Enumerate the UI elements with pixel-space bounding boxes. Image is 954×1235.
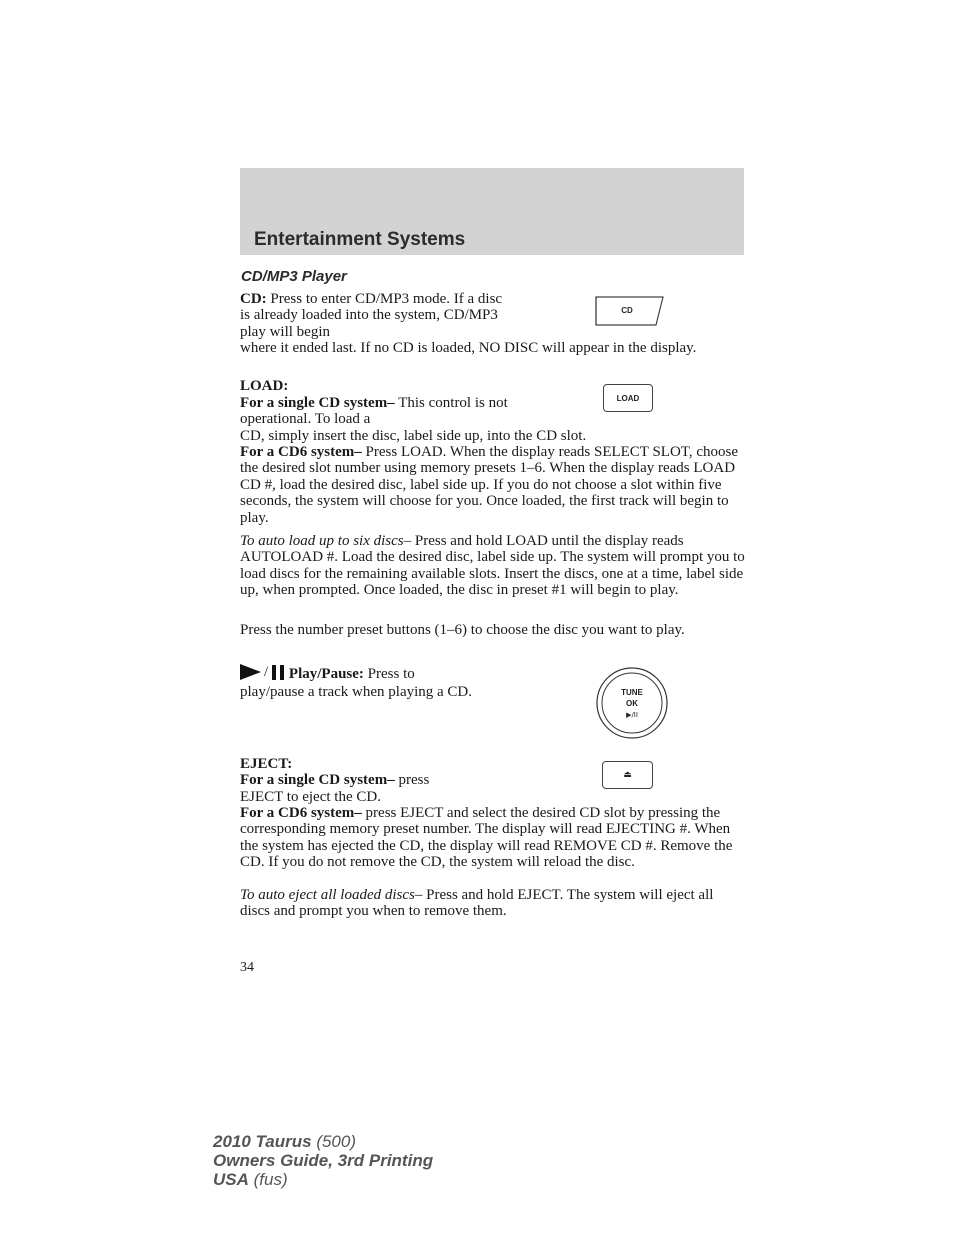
load-cd6 [240,444,745,526]
eject-label: EJECT: [240,756,293,772]
play-pause-icons [240,664,285,680]
page-number: 34 [240,960,254,975]
load-single-text-a: This control is not operational. To load a [240,395,508,428]
playpause-line-b: play/pause a track when playing a CD. [240,684,473,700]
playpause-text-a: Press to [363,666,415,683]
section-header-band [240,168,744,255]
load-heading [240,378,745,394]
knob-label-ok: OK [626,699,638,708]
cd-button-label: CD [621,306,633,315]
chapter-title: Entertainment Systems [254,229,466,250]
eject-auto-label: To auto eject all loaded discs [240,887,415,903]
footer-line-2 [213,1151,433,1170]
eject-cd6-text: press EJECT and select the desired CD slot by pressing the corresponding memory preset number. The display will read EJECTING #. When the system has ejected the CD, the display will read REMOVE CD #. Remove the CD. If you do not remove the CD, the system will reload the disc. [240,805,733,871]
section-title: CD/MP3 Player [241,268,347,285]
footer-region: USA [213,1170,249,1189]
load-single-label: For a single CD system– [240,395,395,411]
footer-guide: Owners Guide, 3rd Printing [213,1151,434,1170]
knob-label-tune: TUNE [621,688,643,697]
play-pause-separator: / [264,664,269,680]
load-single-a [240,395,510,428]
eject-auto-text: – Press and hold EJECT. The system will eject all discs and prompt you when to remove them. [240,887,714,920]
playpause-label: Play/Pause: [288,666,364,683]
footer [213,1132,433,1189]
load-cd6-label: For a CD6 system– [240,444,362,460]
pause-icon [271,665,285,680]
footer-line-3 [213,1170,433,1189]
autoload-text: – Press and hold LOAD until the display reads AUTOLOAD #. Load the desired disc, label side up. The system will prompt you to load discs for the remaining available slots. Insert the discs, one at a time, label side up, when prompted. Once loaded, the disc in preset #1 will begin to play. [240,533,745,599]
cd-button-icon [594,296,664,326]
eject-cd6-label: For a CD6 system– [240,805,362,821]
play-icon [240,664,261,680]
footer-line-1 [213,1132,433,1151]
load-cd6-text: Press LOAD. When the display reads SELECT SLOT, choose the desired slot number using memory presets 1–6. When the display reads LOAD CD #, load the desired disc, label side up. If you do not choose a slot within five seconds, the system will choose for you. Once loaded, the first track will begin to play. [240,444,738,526]
eject-single-label: For a single CD system– [240,772,395,788]
footer-region-code: (fus) [248,1170,288,1189]
knob-label-playpause: ▶/II [626,711,638,719]
load-label: LOAD: [240,378,289,394]
load-button-icon: LOAD [603,384,653,412]
autoload-label: To auto load up to six discs [240,533,404,549]
eject-single-a [240,772,510,788]
preset-paragraph: Press the number preset buttons (1–6) to choose the disc you want to play. [240,622,685,638]
eject-button-icon: ⏏ [602,761,653,789]
autoload-paragraph [240,533,745,599]
eject-cd6 [240,805,745,871]
cd-description-a [240,291,510,340]
eject-auto [240,887,745,920]
cd-description-b: where it ended last. If no CD is loaded, NO DISC will appear in the display. [240,340,697,356]
eject-heading [240,756,745,772]
footer-model: 2010 Taurus [213,1132,312,1151]
load-single-b: CD, simply insert the disc, label side up, into the CD slot. [240,428,587,444]
eject-single-text-a: press [394,772,430,788]
cd-label: CD: [240,291,267,307]
cd-text-a: Press to enter CD/MP3 mode. If a disc is already loaded into the system, CD/MP3 play will begin [240,291,503,340]
eject-single-b: EJECT to eject the CD. [240,789,381,805]
tune-ok-knob-icon [596,667,668,739]
footer-model-code: (500) [311,1132,357,1151]
playpause-line-a [240,664,510,683]
